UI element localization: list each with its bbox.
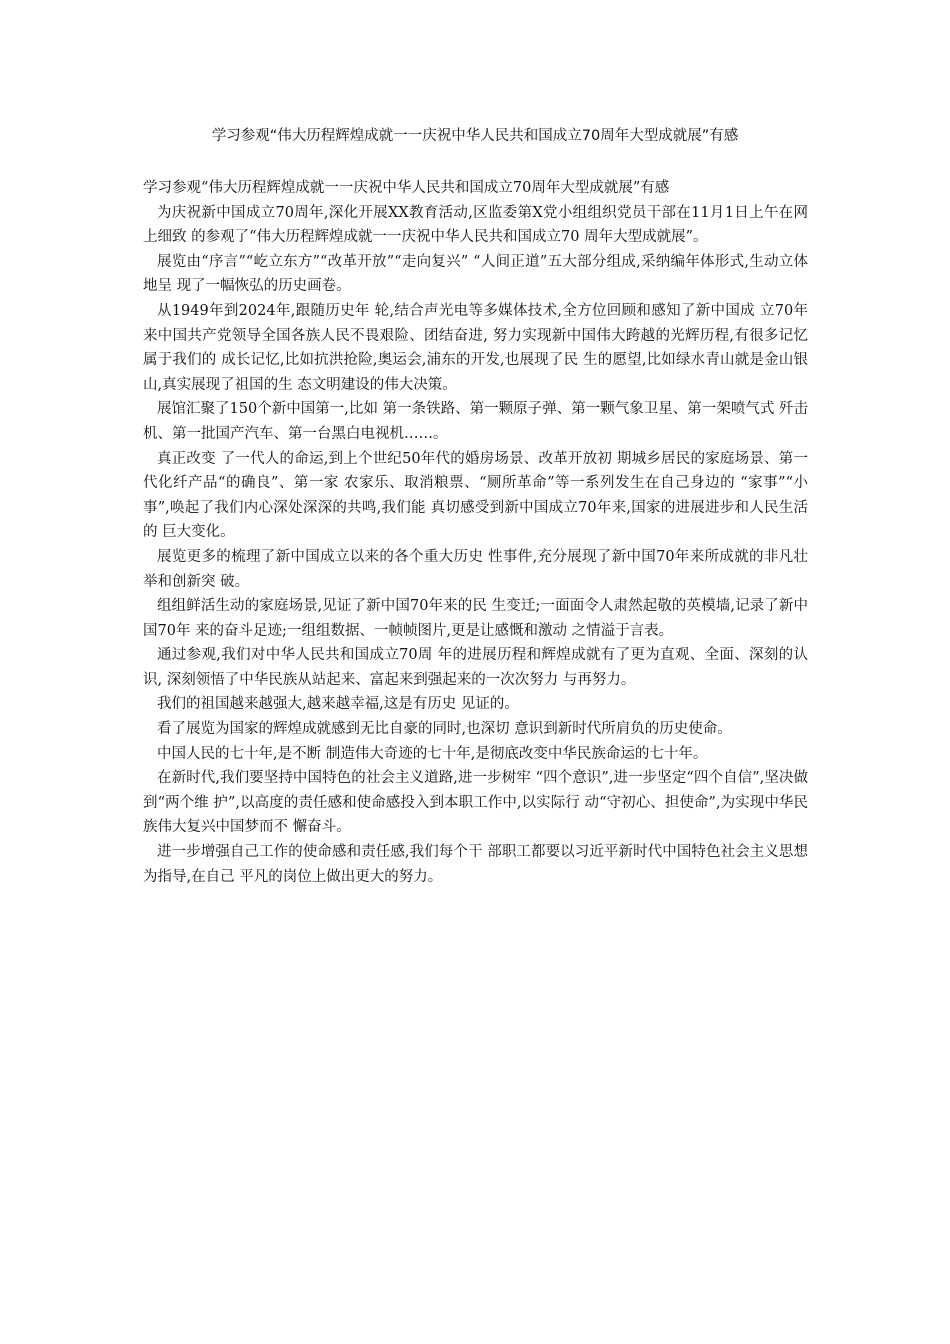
- paragraph: 在新时代,我们要坚持中国特色的社会主义道路,进一步树牢 “四个意识”,进一步坚定“四个自信”,坚决做到“两个维 护”,以高度的责任感和使命感投入到本职工作中,以实际行 动“守初心、担使命”,为实现中华民族伟大复兴中国梦而不 懈奋斗。: [143, 770, 808, 836]
- paragraph: 展览更多的梳理了新中国成立以来的各个重大历史 性事件,充分展现了新中国70年来所成就的非凡壮举和创新突 破。: [143, 548, 808, 590]
- paragraph: 为庆祝新中国成立70周年,深化开展XX教育活动,区监委第X党小组组织党员干部在11月1日上午在网上细致 的参观了“伟大历程辉煌成就一一庆祝中华人民共和国成立70 周年大型成就展”。: [143, 204, 808, 246]
- paragraph: 展馆汇聚了150个新中国第一,比如 第一条铁路、第一颗原子弹、第一颗气象卫星、第一架喷气式 歼击机、第一批国产汽车、第一台黑白电视机……。: [143, 401, 808, 442]
- paragraph: 从1949年到2024年,跟随历史年 轮,结合声光电等多媒体技术,全方位回顾和感知了新中国成 立70年来中国共产党领导全国各族人民不畏艰险、团结奋进, 努力实现新中国伟大跨越的光辉历程,有很多记忆属于我们的 成长记忆,比如抗洪抢险,奥运会,浦东的开发,也展现了民 生的愿望,比如绿水青山就是金山银山,真实展现了祖国的生 态文明建设的伟大决策。: [143, 302, 808, 393]
- document-subtitle: 学习参观“伟大历程辉煌成就一一庆祝中华人民共和国成立70周年大型成就展”有感: [143, 180, 670, 196]
- paragraph: 中国人民的七十年,是不断 制造伟大奇迹的七十年,是彻底改变中华民族命运的七十年。: [157, 745, 708, 762]
- paragraph: 组组鲜活生动的家庭场景,见证了新中国70年来的民 生变迁;一面面令人肃然起敬的英模墙,记录了新中国70年 来的奋斗足迹;一组组数据、一帧帧图片,更是让感慨和激动 之情溢于言表。: [143, 598, 808, 639]
- paragraph: 通过参观,我们对中华人民共和国成立70周 年的进展历程和辉煌成就有了更为直观、全面、深刻的认识, 深刻领悟了中华民族从站起来、富起来到强起来的一次次努力 与再努力。: [143, 647, 808, 688]
- document-body: [143, 176, 808, 889]
- paragraph: 真正改变 了一代人的命运,到上个世纪50年代的婚房场景、改革开放初 期城乡居民的家庭场景、第一代化纤产品“的确良”、第一家 农家乐、取消粮票、“厕所革命”等一系列发生在自己身边的 “家事”“小事”,唤起了我们内心深处深深的共鸣,我们能 真切感受到新中国成立70年来,国家的进展进步和人民生活的 巨大变化。: [143, 450, 808, 541]
- document-title: 学习参观“伟大历程辉煌成就一一庆祝中华人民共和国成立70周年大型成就展”有感: [211, 128, 739, 144]
- paragraph: 进一步增强自己工作的使命感和责任感,我们每个干 部职工都要以习近平新时代中国特色社会主义思想为指导,在自己 平凡的岗位上做出更大的努力。: [143, 844, 808, 885]
- paragraph: 展览由“序言”“屹立东方”“改革开放”“走向复兴” “人间正道”五大部分组成,采纳编年体形式,生动立体地呈 现了一幅恢弘的历史画卷。: [143, 253, 808, 295]
- paragraph: 看了展览为国家的辉煌成就感到无比自豪的同时,也深切 意识到新时代所肩负的历史使命。: [157, 721, 732, 738]
- paragraph: 我们的祖国越来越强大,越来越幸福,这是有历史 见证的。: [157, 696, 519, 713]
